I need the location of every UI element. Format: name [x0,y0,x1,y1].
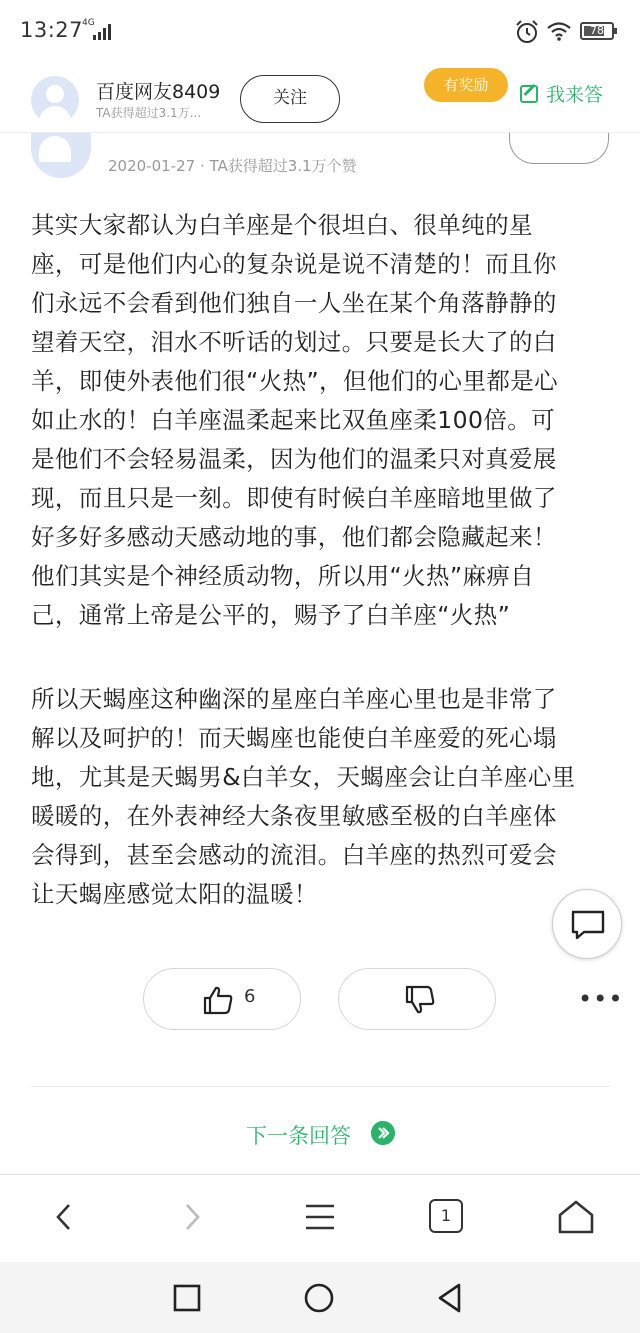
system-navigation-bar [0,1262,640,1333]
avatar-body [39,106,71,124]
answer-button[interactable] [520,80,603,106]
like-button[interactable] [143,968,301,1030]
chevron-right-icon[interactable] [371,1121,395,1145]
back-triangle-icon[interactable] [432,1280,468,1316]
sticky-header [0,62,640,133]
menu-icon[interactable] [300,1197,340,1237]
home-circle-icon[interactable] [301,1280,337,1316]
answer-paragraph: 所以天蝎座这种幽深的星座白羊座心里也是非常了 解以及呵护的！而天蝎座也能使白羊座爱的死心塌 地，尤其是天蝎男&白羊女，天蝎座会让白羊座心里 暖暖的，在外表神经大条夜里敏感至极的白羊座体 会得到，甚至会感动的流泪。白羊座的热烈可爱会 让天蝎座感觉太阳的温暖！ [31,685,576,908]
username[interactable]: 百度网友8409 [96,81,221,103]
battery-icon [580,22,614,40]
follow-button[interactable]: 关注 [240,75,340,123]
signal-icon [92,21,114,41]
comment-button[interactable] [552,889,622,959]
divider [31,1086,611,1087]
user-avatar[interactable] [31,76,79,124]
thumbs-up-icon [202,984,234,1016]
back-icon[interactable] [44,1197,84,1237]
reward-badge: 有奖励 [424,68,508,102]
like-count: 6 [244,986,256,1007]
answer-paragraph: 其实大家都认为白羊座是个很坦白、很单纯的星 座，可是他们内心的复杂说是说不清楚的！而且你 们永远不会看到他们独自一人坐在某个角落静静的 望着天空，泪水不听话的划过。只要是长大了的白 羊，即使外表他们很“火热”，但他们的心里都是心 如止水的！白羊座温柔起来比双鱼座柔100倍。可 是他们不会轻易温柔，因为他们的温柔只对真爱展 现，而且只是一刻。即使有时候白羊座暗地里做了 好多好多感动天感动地的事，他们都会隐藏起来！ 他们其实是个神经质动物，所以用“火热”麻痹自 己，通常上帝是公平的，赐予了白羊座“火热” [31,211,559,629]
thumbs-down-icon [404,984,436,1016]
forward-icon[interactable] [172,1197,212,1237]
edit-icon [520,85,538,103]
avatar-head [46,85,64,103]
battery-percent: 78 [590,24,604,37]
answer-button-label: 我来答 [546,84,604,106]
tab-count: 1 [440,1206,452,1225]
next-answer-link[interactable]: 下一条回答 [246,1124,351,1148]
status-bar [0,0,640,62]
more-options-icon[interactable]: ••• [578,985,624,1013]
author-avatar[interactable] [31,132,91,178]
dislike-button[interactable] [338,968,496,1030]
status-time: 13:27 [20,18,84,42]
tabs-button[interactable] [429,1199,463,1233]
network-type: 4G [82,18,95,28]
home-icon[interactable] [556,1197,596,1237]
answer-meta: 2020-01-27 · TA获得超过3.1万个赞 [108,157,357,175]
avatar-silhouette [39,136,71,162]
user-stats: TA获得超过3.1万... [96,106,202,120]
browser-toolbar [0,1174,640,1261]
recent-apps-icon[interactable] [169,1280,205,1316]
comment-icon [570,909,606,941]
author-follow-button[interactable] [509,132,609,164]
wifi-icon [546,20,572,42]
alarm-icon [514,19,540,45]
